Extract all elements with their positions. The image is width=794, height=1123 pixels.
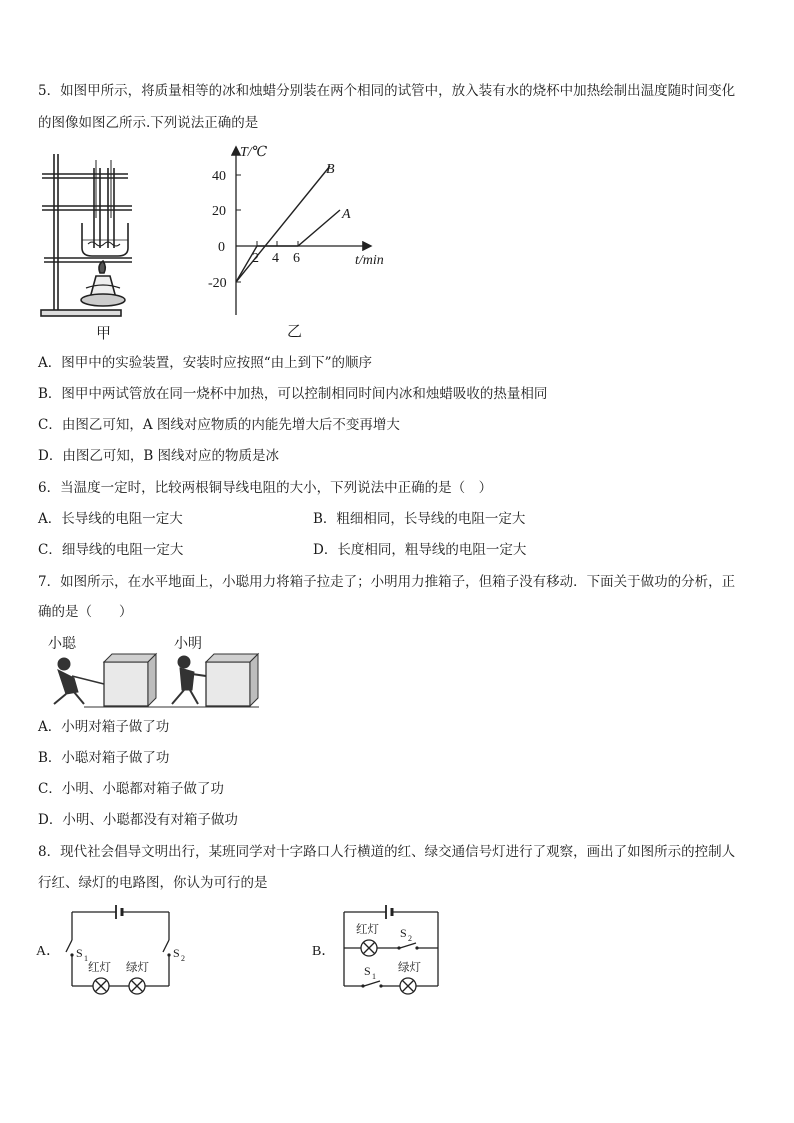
q7-label-cong: 小聪: [48, 636, 76, 652]
circuit-b-option-label: B．: [312, 944, 336, 959]
q5-option-a: A．图甲中的实验装置，安装时应按照“由上到下”的顺序: [38, 355, 373, 371]
circuit-a-green-label: 绿灯: [126, 960, 149, 974]
circuit-a-s2-sub: 2: [181, 954, 185, 963]
q6-stem: 6．当温度一定时，比较两根铜导线电阻的大小，下列说法中正确的是（ ）: [38, 480, 493, 496]
q7-push-pull-figure: [44, 632, 264, 712]
line-b: [236, 166, 330, 282]
circuit-b-s1: S: [364, 964, 371, 978]
circuit-a-s2: S: [173, 946, 180, 960]
circuit-b-s2-sub: 2: [408, 934, 412, 943]
q5-option-d: D．由图乙可知，B 图线对应的物质是冰: [38, 448, 280, 464]
q5-stem-line2: 的图像如图乙所示.下列说法正确的是: [38, 115, 259, 131]
circuit-b-red-label: 红灯: [356, 922, 379, 936]
y-tick-0: 0: [218, 240, 225, 255]
line-b-label: B: [326, 162, 335, 177]
q5-option-c: C．由图乙可知，A 图线对应物质的内能先增大后不变再增大: [38, 417, 400, 433]
q7-option-b: B．小聪对箱子做了功: [38, 750, 170, 766]
q7-stem-line1: 7．如图所示，在水平地面上，小聪用力将箱子拉走了；小明用力推箱子，但箱子没有移动．下面关于做功的分析，正: [38, 574, 736, 590]
q5-option-b: B．图甲中两试管放在同一烧杯中加热，可以控制相同时间内冰和烛蜡吸收的热量相同: [38, 386, 548, 402]
line-a-label: A: [342, 207, 351, 222]
q5-fig-jia-label: 甲: [96, 324, 112, 342]
q8-stem-line1: 8．现代社会倡导文明出行，某班同学对十字路口人行横道的红、绿交通信号灯进行了观察，画出了如图所示的控制人: [38, 844, 736, 860]
q6-option-a: A．长导线的电阻一定大: [38, 511, 183, 527]
circuit-a-s1-sub: 1: [84, 954, 88, 963]
q6-option-c: C．细导线的电阻一定大: [38, 542, 184, 558]
circuit-a-red-label: 红灯: [88, 960, 111, 974]
q6-option-d: D．长度相同，粗导线的电阻一定大: [313, 542, 527, 558]
circuit-a-option-label: A．: [36, 944, 61, 959]
circuit-b-s1-sub: 1: [372, 972, 376, 981]
q8-stem-line2: 行红、绿灯的电路图，你认为可行的是: [38, 875, 268, 891]
q7-label-ming: 小明: [174, 636, 202, 652]
q5-temperature-graph: [200, 140, 390, 340]
q5-stem-line1: 5．如图甲所示，将质量相等的冰和烛蜡分别装在两个相同的试管中，放入装有水的烧杯中加热绘制出温度随时间变化: [38, 83, 736, 99]
q5-fig-yi-label: 乙: [287, 322, 303, 340]
x-tick-2: 2: [252, 251, 259, 266]
xiaoming-figure: [172, 656, 206, 704]
q7-option-a: A．小明对箱子做了功: [38, 719, 170, 735]
q7-option-d: D．小明、小聪都没有对箱子做功: [38, 812, 238, 828]
y-axis-label: T/℃: [240, 145, 268, 160]
x-axis-label: t/min: [355, 253, 384, 268]
y-tick-20: 20: [212, 204, 226, 219]
q7-stem-line2: 确的是（ ）: [38, 604, 133, 620]
q8-circuit-b: [312, 900, 452, 1000]
q5-apparatus-figure: [36, 148, 176, 348]
q8-circuit-a: [36, 900, 196, 1000]
circuit-a-s1: S: [76, 946, 83, 960]
y-tick-neg20: -20: [208, 276, 227, 291]
x-tick-6: 6: [293, 251, 300, 266]
q7-option-c: C．小明、小聪都对箱子做了功: [38, 781, 224, 797]
xiaocong-figure: [54, 658, 104, 704]
q6-option-b: B．粗细相同，长导线的电阻一定大: [313, 511, 526, 527]
y-tick-40: 40: [212, 169, 226, 184]
box-right: [206, 662, 250, 706]
box-left: [104, 662, 148, 706]
circuit-b-s2: S: [400, 926, 407, 940]
circuit-b-green-label: 绿灯: [398, 960, 421, 974]
x-tick-4: 4: [272, 251, 279, 266]
